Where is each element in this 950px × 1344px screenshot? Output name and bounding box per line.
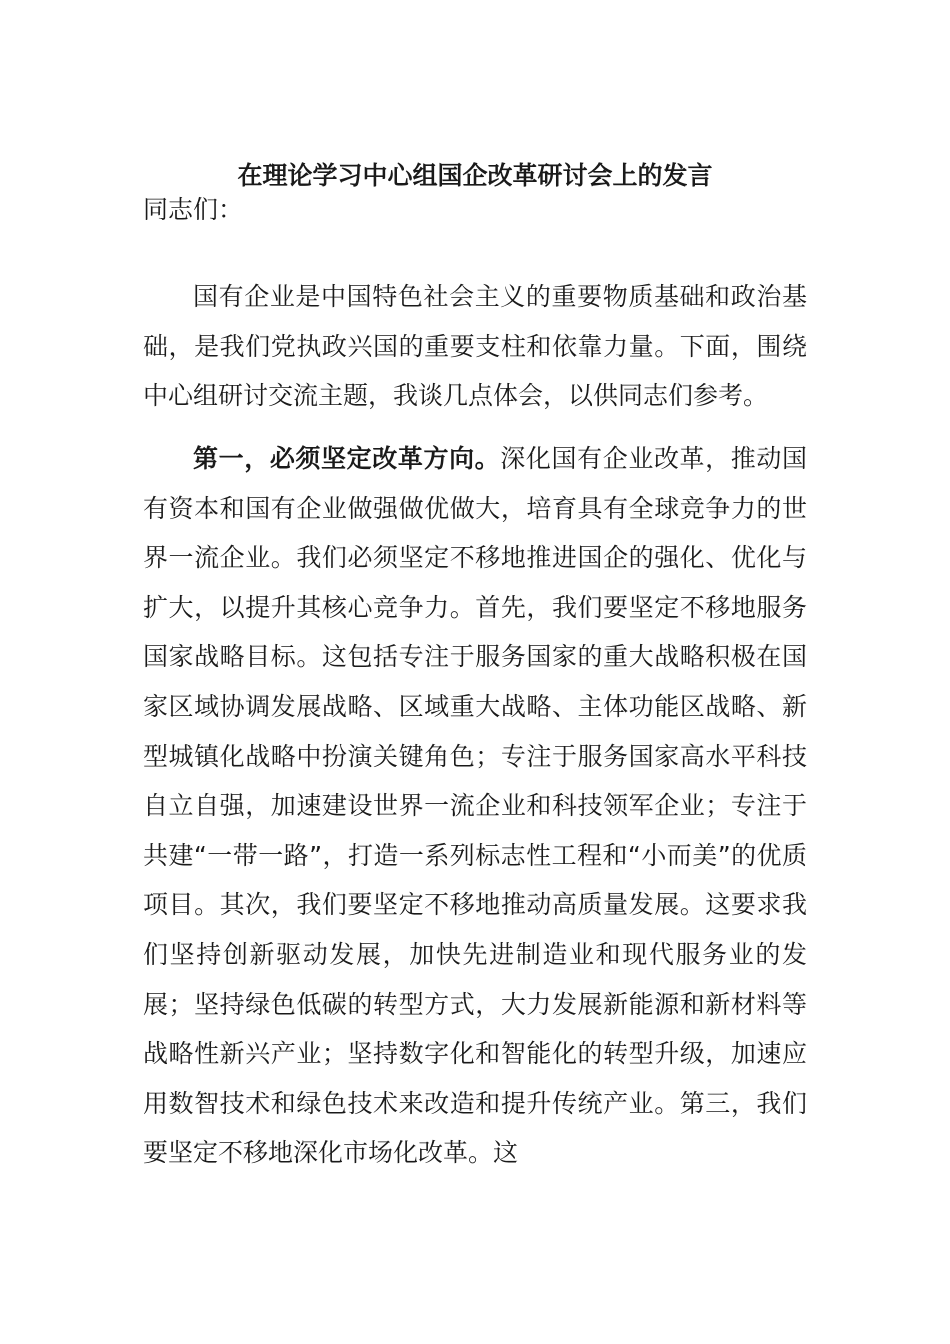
paragraph-first-point [143,434,807,1178]
paragraph-text: 国有企业是中国特色社会主义的重要物质基础和政治基础，是我们党执政兴国的重要支柱和依靠力量。下面，围绕中心组研讨交流主题，我谈几点体会，以供同志们参考。 [143,282,807,411]
paragraph-text: 深化国有企业改革，推动国有资本和国有企业做强做优做大，培育具有全球竞争力的世界一流企业。我们必须坚定不移地推进国企的强化、优化与扩大，以提升其核心竞争力。首先，我们要坚定不移地服务国家战略目标。这包括专注于服务国家的重大战略积极在国家区域协调发展战略、区域重大战略、主体功能区战略、新型城镇化战略中扮演关键角色；专注于服务国家高水平科技自立自强，加速建设世界一流企业和科技领军企业；专注于共建“一带一路”，打造一系列标志性工程和“小而美”的优质项目。其次，我们要坚定不移地推动高质量发展。这要求我们坚持创新驱动发展，加快先进制造业和现代服务业的发展；坚持绿色低碳的转型方式，大力发展新能源和新材料等战略性新兴产业；坚持数字化和智能化的转型升级，加速应用数智技术和绿色技术来改造和提升传统产业。第三，我们要坚定不移地深化市场化改革。这 [143,444,807,1168]
paragraph-lead: 第一，必须坚定改革方向。 [193,444,501,473]
paragraph-intro [143,272,807,421]
document-title: 在理论学习中心组国企改革研讨会上的发言 [237,161,713,190]
salutation: 同志们： [143,195,244,224]
